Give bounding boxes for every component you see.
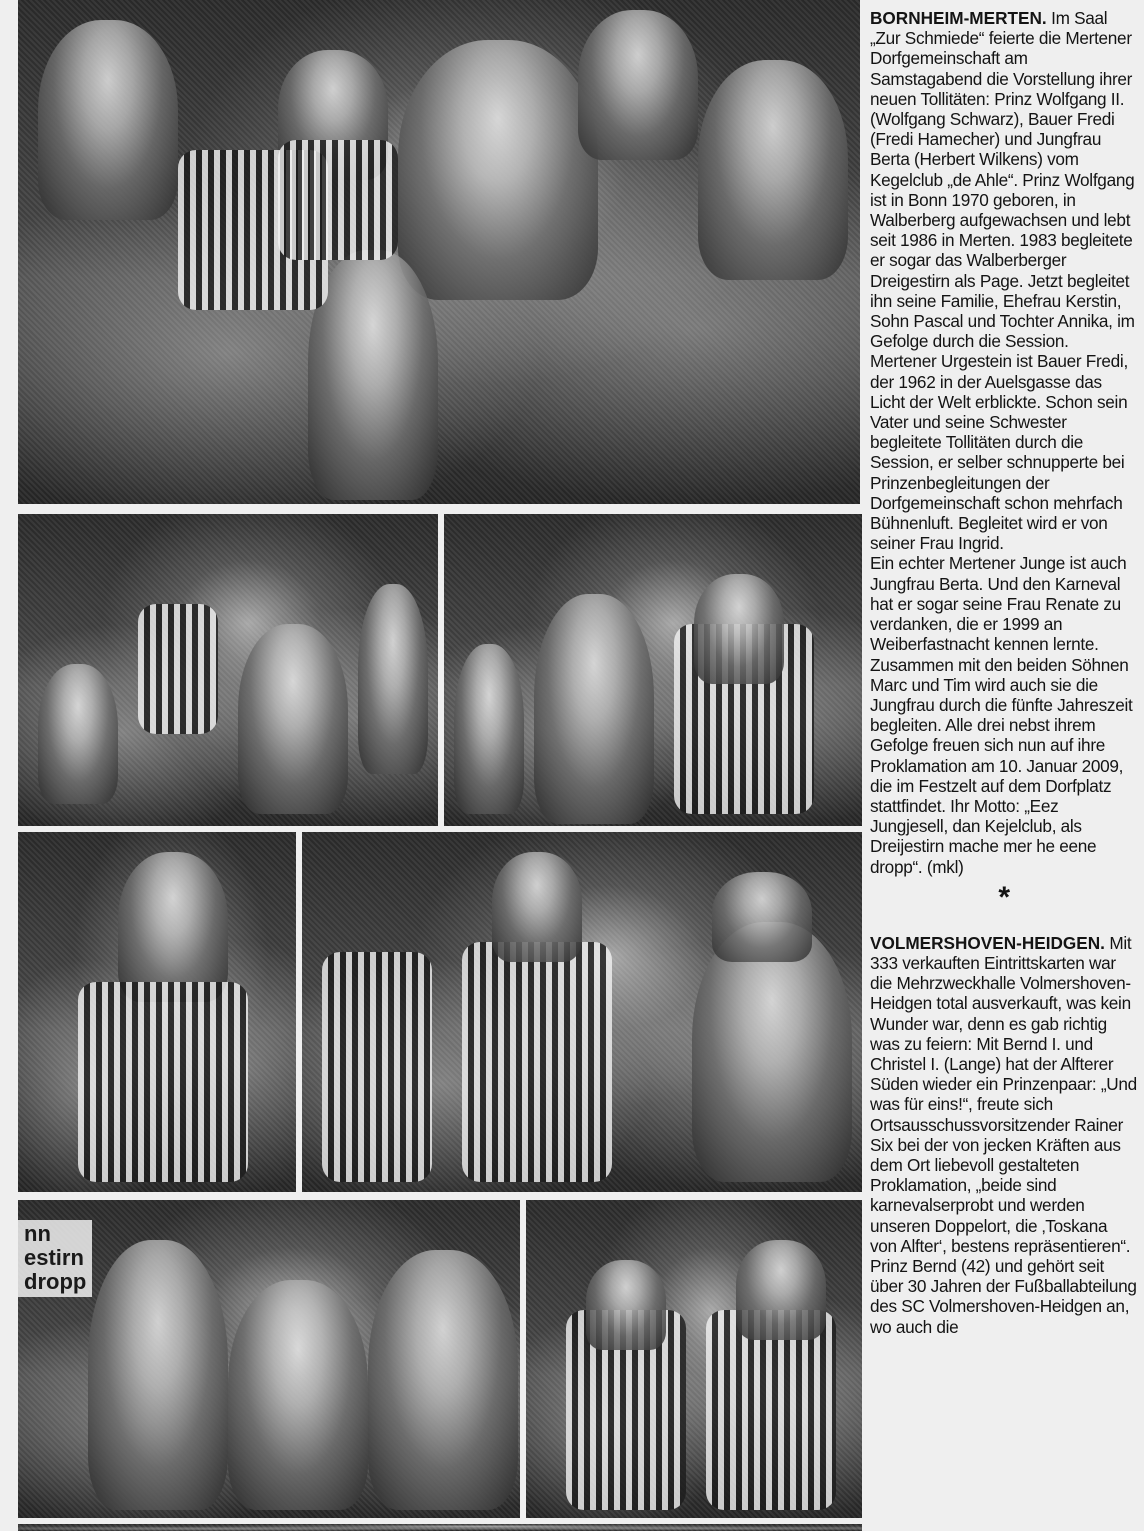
paragraph-jungfrau-berta: Ein echter Mertener Junge ist auch Jungfrau Berta. Und den Karneval hat er sogar seine Frau Renate zu verdanken, die er 1999 an Weiberfastnacht kennen lernte. Zusammen mit den beiden Söhnen Marc und Tim wird auch sie die Jungfrau durch die fünfte Jahreszeit begleiten. Alle drei nebst ihrem Gefolge freuen sich nun auf ihre Proklamation am 10. Januar 2009, die im Festzelt auf dem Dorfplatz stattfindet. Ihr Motto: „Eez Jungjesell, dan Kejelclub, als Dreijestirn mache mer he eene dropp“. (mkl) [870,553,1133,877]
photo-prinz-microphone [18,832,296,1192]
paragraph-body: Mit 333 verkauften Eintrittskarten war die Mehrzweckhalle Volmershoven-Heidgen total ausverkauft, was kein Wunder war, denn es gab richtig was zu feiern: Mit Bernd I. und Christel I. (Lange) hat der Alfterer Süden wieder ein Prinzenpaar: „Und was für eins!“, freute sich Ortsausschussvorsitzender Rainer Six bei der von jecken Kräften aus dem Ort liebevoll gestalteten Proklamation, „beide sind karnevalserprobt und werden unseren Doppelort, die ‚Toskana von Alfter‘, bestens repräsentieren“. [870,932,1137,1256]
photo-three-men-kegelclub [18,1200,520,1518]
photo-dreigestirn-woman [444,514,862,826]
paragraph-bornheim-merten [870,8,1138,553]
photo-prinzenpaar [526,1200,862,1518]
paragraph-volmershoven-heidgen [870,933,1138,1256]
article-column [870,8,1138,1337]
photo-bottom-strip [18,1524,862,1531]
paragraph-prinz-bernd: Prinz Bernd (42) und gehört seit über 30 Jahren der Fußballabteilung des SC Volmershoven-Heidgen an, wo auch die [870,1255,1137,1337]
paragraph-body: Im Saal „Zur Schmiede“ feierte die Mertener Dorfgemeinschaft am Samstagabend die Vorstellung ihrer neuen Tollitäten: Prinz Wolfgang II. (Wolfgang Schwarz), Bauer Fredi (Fredi Hamecher) und Jungfrau Berta (Herbert Wilkens) vom Kegelclub „de Ahle“. Prinz Wolfgang ist in Bonn 1970 geboren, in Walberberg aufgewachsen und lebt seit 1986 in Merten. 1983 begleitete er sogar das Walberberger Dreigestirn als Page. Jetzt begleitet ihn seine Familie, Ehefrau Kerstin, Sohn Pascal und Tochter Annika, im Gefolge durch die Session. Mertener Urgestein ist Bauer Fredi, der 1962 in der Auelsgasse das Licht der Welt erblickte. Schon sein Vater und seine Schwester begleitete Tollitäten durch die Session, er selber schnupperte bei Prinzenbegleitungen der Dorfgemeinschaft schon mehrfach Bühnenluft. Begleitet wird er von seiner Frau Ingrid. [870,8,1135,554]
dateline-volmershoven-heidgen: VOLMERSHOVEN-HEIDGEN. [870,932,1105,953]
photo-sign-text: nn estirn dropp [18,1220,92,1297]
dateline-bornheim-merten: BORNHEIM-MERTEN. [870,8,1047,28]
section-separator: * [998,880,1010,914]
photo-stage-dancers [18,514,438,826]
photo-dreigestirn-hall [302,832,862,1192]
photo-prinz-wolfgang-jungfrau [18,0,860,504]
